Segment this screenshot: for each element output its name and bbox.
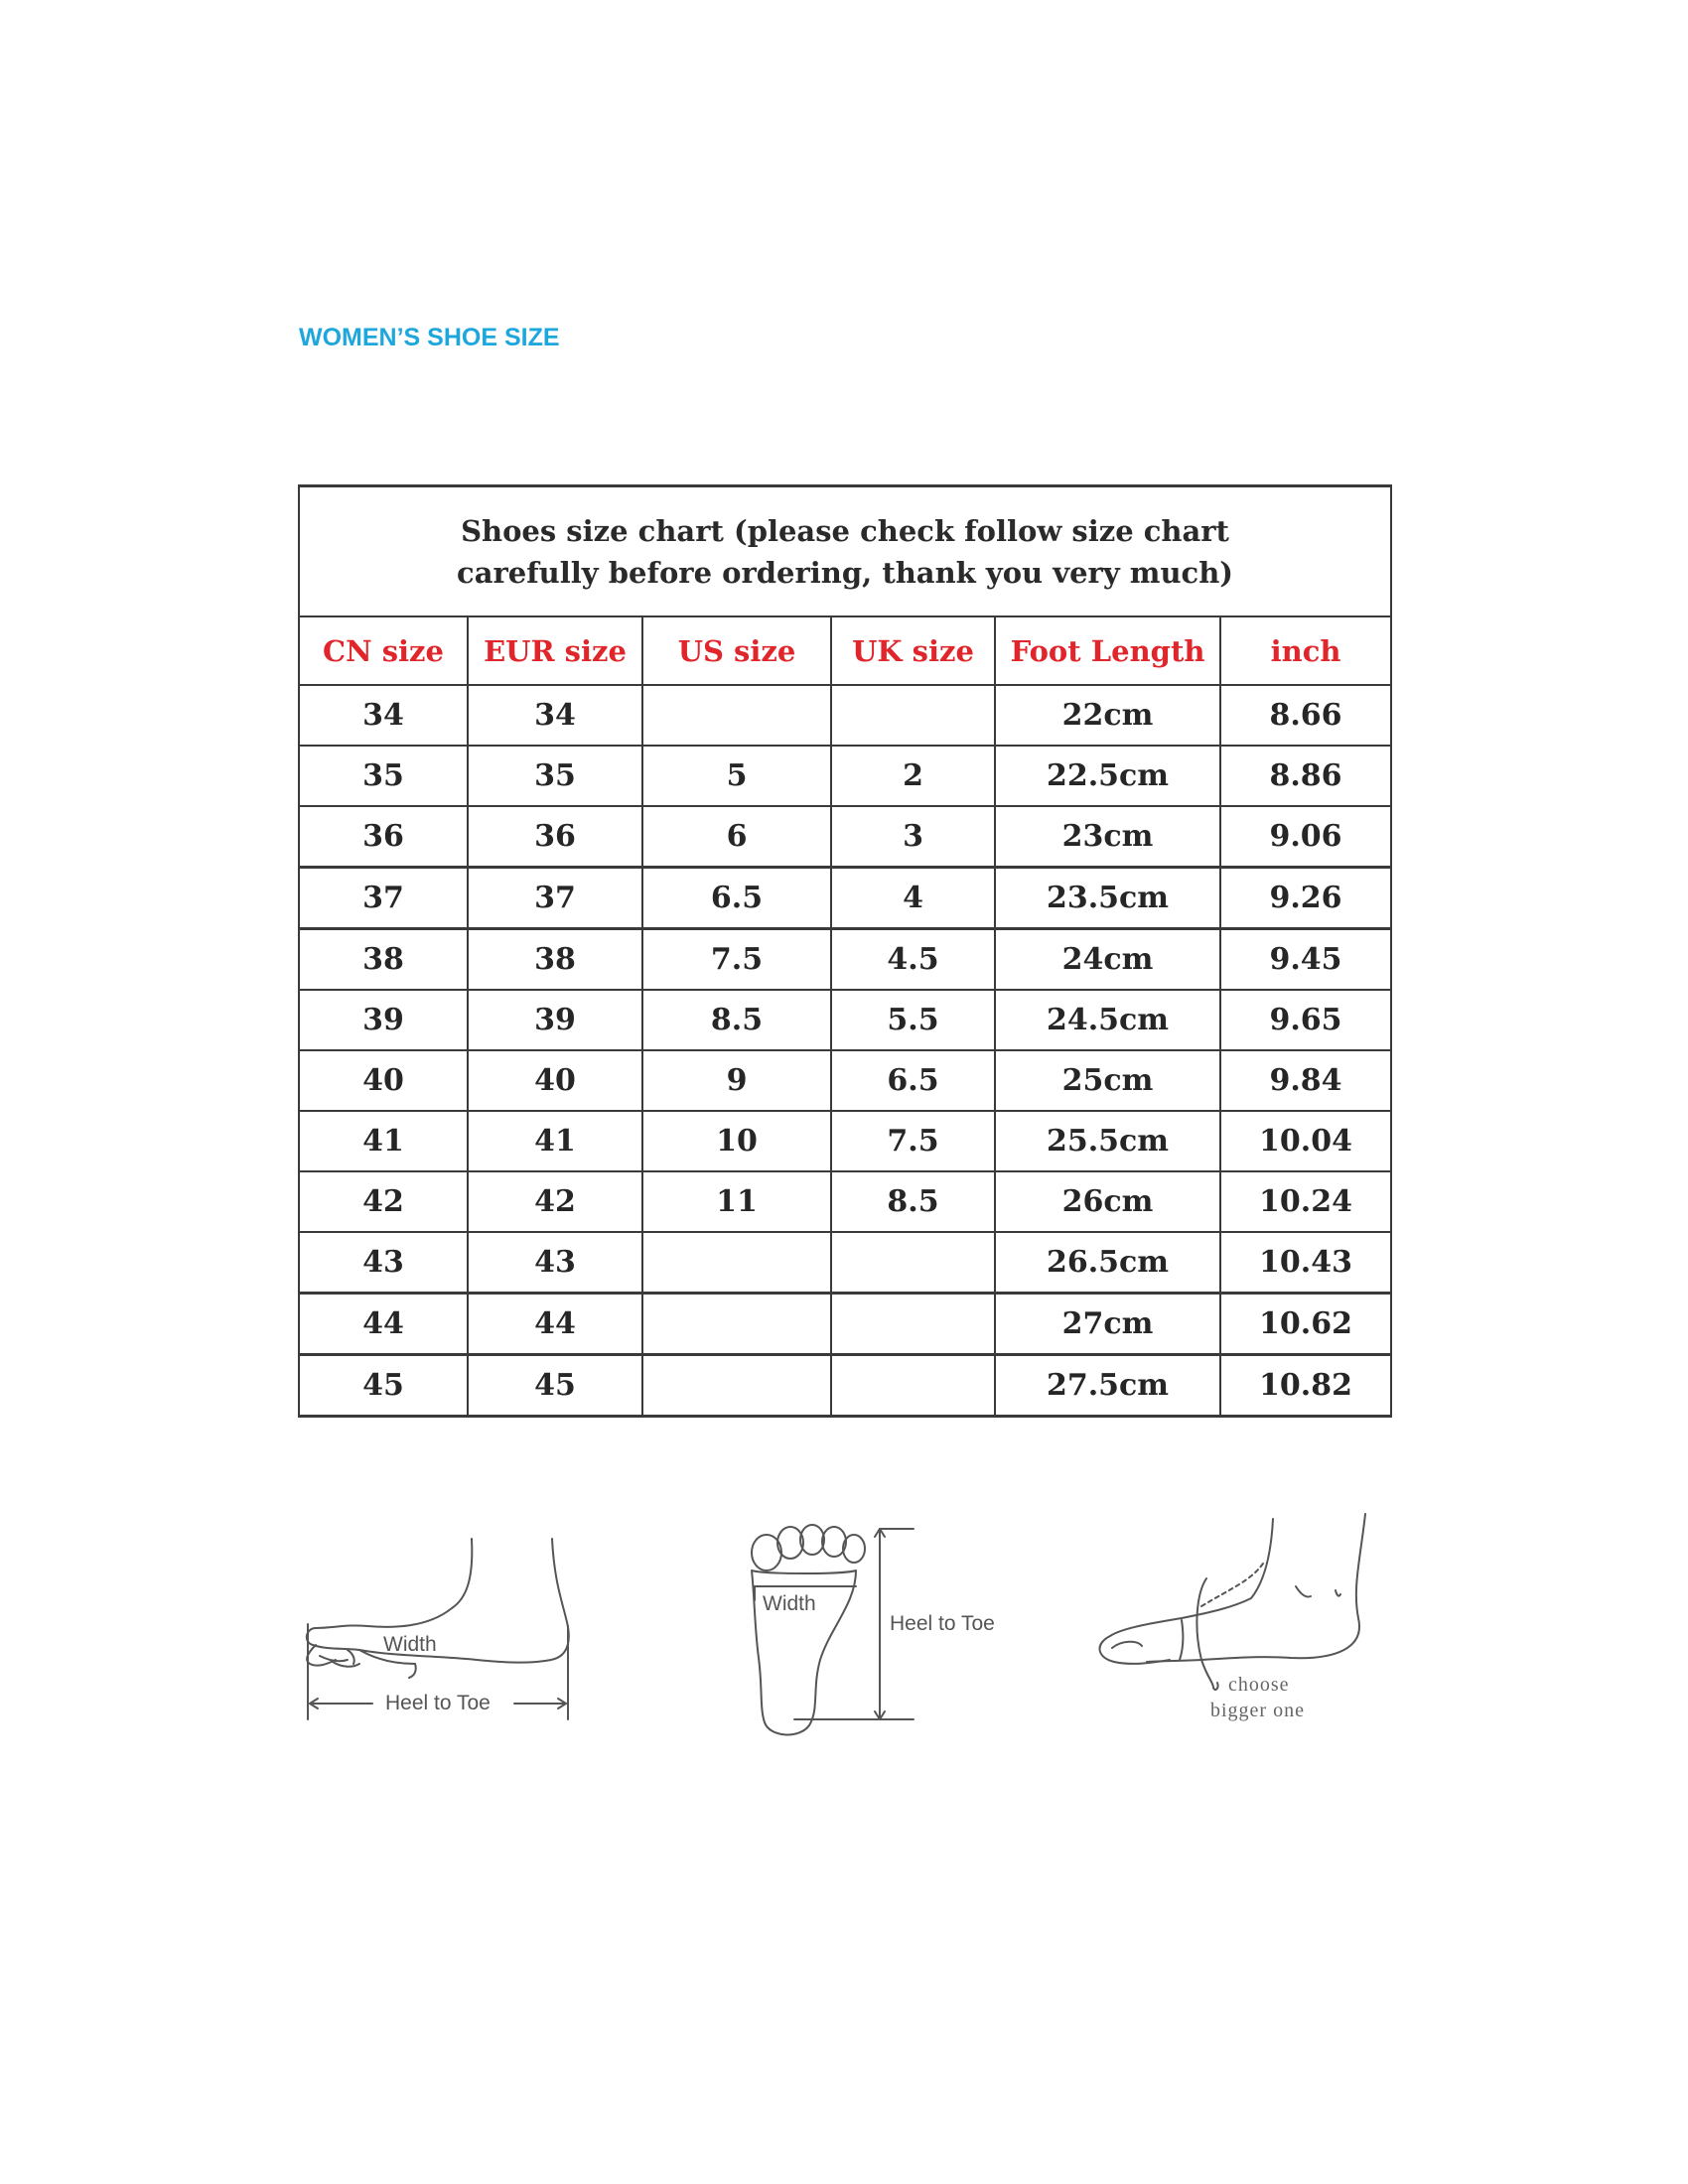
table-cell: 35: [299, 746, 468, 806]
table-cell: 27.5cm: [995, 1355, 1220, 1417]
table-cell: 7.5: [831, 1111, 995, 1171]
table-cell: 9.65: [1220, 990, 1391, 1050]
table-cell: 7.5: [642, 929, 831, 991]
table-cell: 8.66: [1220, 685, 1391, 746]
table-cell: 10.62: [1220, 1294, 1391, 1355]
table-cell: 40: [468, 1050, 642, 1111]
table-row: [299, 1294, 1391, 1355]
table-cell: 45: [299, 1355, 468, 1417]
table-cell: [642, 1294, 831, 1355]
table-cell: 36: [468, 806, 642, 868]
table-cell: 22.5cm: [995, 746, 1220, 806]
shoe-size-chart: [298, 484, 1392, 1418]
table-cell: [831, 685, 995, 746]
page-heading: WOMEN’S SHOE SIZE: [299, 324, 560, 351]
table-cell: 37: [299, 868, 468, 929]
table-row: [299, 1355, 1391, 1417]
table-cell: 39: [299, 990, 468, 1050]
fit-view-note-line-1: choose: [1228, 1674, 1290, 1696]
table-cell: 8.5: [831, 1171, 995, 1232]
table-row: [299, 1111, 1391, 1171]
sole-view-width-label: Width: [763, 1592, 816, 1615]
table-cell: 11: [642, 1171, 831, 1232]
table-row: [299, 1050, 1391, 1111]
table-row: [299, 1232, 1391, 1294]
table-cell: 6: [642, 806, 831, 868]
table-cell: 42: [468, 1171, 642, 1232]
table-cell: 34: [299, 685, 468, 746]
table-row: [299, 1171, 1391, 1232]
fit-view-foot-icon: [1099, 1514, 1365, 1690]
table-cell: [642, 1232, 831, 1294]
table-cell: 43: [468, 1232, 642, 1294]
table-cell: 44: [468, 1294, 642, 1355]
table-cell: 8.86: [1220, 746, 1391, 806]
table-cell: 45: [468, 1355, 642, 1417]
table-cell: 37: [468, 868, 642, 929]
table-cell: 40: [299, 1050, 468, 1111]
table-cell: 35: [468, 746, 642, 806]
table-cell: 9: [642, 1050, 831, 1111]
table-row: [299, 685, 1391, 746]
table-cell: [831, 1294, 995, 1355]
table-row: [299, 746, 1391, 806]
table-cell: 43: [299, 1232, 468, 1294]
chart-title-line-2: carefully before ordering, thank you very much): [457, 555, 1233, 590]
table-cell: 42: [299, 1171, 468, 1232]
table-cell: [642, 1355, 831, 1417]
table-cell: 5: [642, 746, 831, 806]
table-cell: 9.45: [1220, 929, 1391, 991]
table-cell: 10.04: [1220, 1111, 1391, 1171]
table-cell: 10.43: [1220, 1232, 1391, 1294]
table-cell: 23.5cm: [995, 868, 1220, 929]
chart-header-cell: inch: [1220, 616, 1391, 685]
table-cell: 23cm: [995, 806, 1220, 868]
table-cell: 4: [831, 868, 995, 929]
chart-header-row: [299, 616, 1391, 685]
sole-view-length-label: Heel to Toe: [890, 1612, 995, 1635]
table-cell: [642, 685, 831, 746]
fit-view-note-line-2: bigger one: [1210, 1700, 1305, 1721]
table-cell: 22cm: [995, 685, 1220, 746]
table-cell: 38: [468, 929, 642, 991]
table-row: [299, 806, 1391, 868]
table-cell: 36: [299, 806, 468, 868]
table-row: [299, 990, 1391, 1050]
table-cell: 6.5: [642, 868, 831, 929]
table-cell: 8.5: [642, 990, 831, 1050]
chart-title: [299, 486, 1391, 617]
table-cell: 38: [299, 929, 468, 991]
table-cell: 9.06: [1220, 806, 1391, 868]
table-cell: 6.5: [831, 1050, 995, 1111]
table-row: [299, 929, 1391, 991]
chart-body: [299, 685, 1391, 1417]
chart-header-cell: CN size: [299, 616, 468, 685]
table-cell: 27cm: [995, 1294, 1220, 1355]
table-cell: 3: [831, 806, 995, 868]
table-cell: [831, 1355, 995, 1417]
table-cell: 10.24: [1220, 1171, 1391, 1232]
table-cell: 34: [468, 685, 642, 746]
chart-title-line-1: Shoes size chart (please check follow size chart: [461, 513, 1229, 548]
chart-header-cell: US size: [642, 616, 831, 685]
table-cell: 24cm: [995, 929, 1220, 991]
table-cell: 9.26: [1220, 868, 1391, 929]
table-cell: 4.5: [831, 929, 995, 991]
table-cell: 2: [831, 746, 995, 806]
chart-header-cell: Foot Length: [995, 616, 1220, 685]
table-cell: 24.5cm: [995, 990, 1220, 1050]
table-cell: 41: [468, 1111, 642, 1171]
table-row: [299, 868, 1391, 929]
table-cell: 10.82: [1220, 1355, 1391, 1417]
table-cell: 25.5cm: [995, 1111, 1220, 1171]
table-cell: 25cm: [995, 1050, 1220, 1111]
table-cell: 10: [642, 1111, 831, 1171]
side-view-width-label: Width: [383, 1633, 437, 1656]
table-cell: 26cm: [995, 1171, 1220, 1232]
table-cell: 5.5: [831, 990, 995, 1050]
table-cell: 44: [299, 1294, 468, 1355]
side-view-length-label: Heel to Toe: [385, 1692, 491, 1714]
table-cell: 9.84: [1220, 1050, 1391, 1111]
table-cell: 41: [299, 1111, 468, 1171]
chart-header-cell: EUR size: [468, 616, 642, 685]
table-cell: [831, 1232, 995, 1294]
table-cell: 39: [468, 990, 642, 1050]
table-cell: 26.5cm: [995, 1232, 1220, 1294]
chart-header-cell: UK size: [831, 616, 995, 685]
